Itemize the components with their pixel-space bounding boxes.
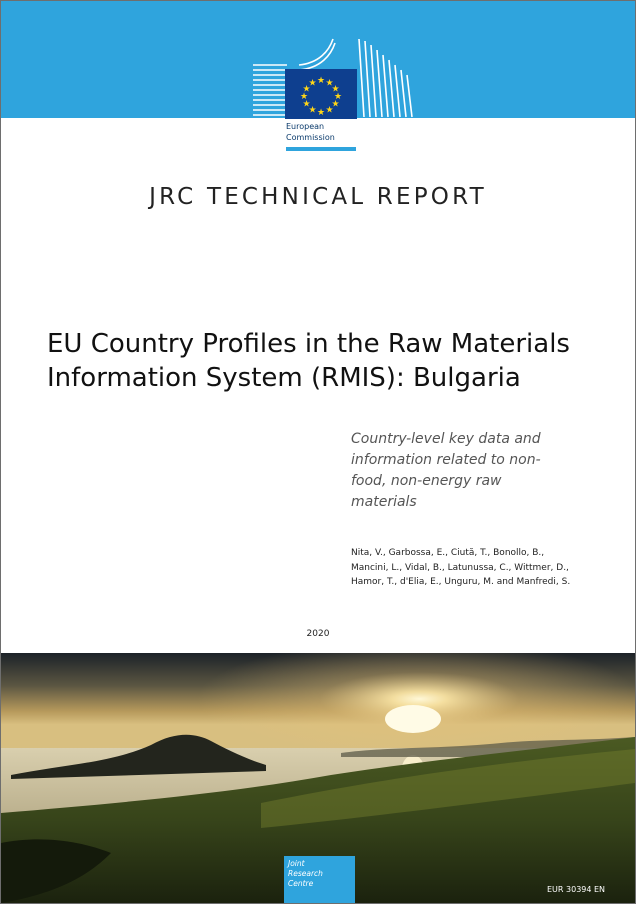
- svg-text:★: ★: [302, 99, 311, 110]
- svg-text:★: ★: [316, 108, 326, 118]
- organisation-name-line2: Commission: [286, 133, 335, 142]
- subtitle-line: Country-level key data and: [351, 431, 541, 447]
- report-title-line2: Information System (RMIS): Bulgaria: [47, 363, 521, 393]
- svg-text:★: ★: [331, 84, 340, 95]
- svg-text:★: ★: [302, 84, 311, 95]
- svg-text:★: ★: [333, 92, 343, 102]
- publication-year: 2020: [306, 629, 330, 639]
- organisation-underline: [286, 147, 356, 151]
- svg-text:★: ★: [308, 105, 317, 116]
- svg-text:★: ★: [308, 78, 317, 89]
- author-line: Nita, V., Garbossa, E., Ciută, T., Bonollo, B.,: [351, 548, 545, 558]
- building-lines-right: [359, 39, 412, 117]
- eur-report-number: EUR 30394 EN: [547, 885, 606, 894]
- subtitle-line: information related to non-: [351, 452, 541, 468]
- author-list: [351, 546, 591, 590]
- svg-text:★: ★: [325, 78, 334, 89]
- svg-text:★: ★: [325, 105, 334, 116]
- report-subtitle: [351, 429, 561, 513]
- organisation-name-line1: European: [286, 122, 325, 131]
- author-line: Hamor, T., d'Elia, E., Unguru, M. and Manfredi, S.: [351, 577, 571, 587]
- report-type: JRC TECHNICAL REPORT: [149, 184, 487, 210]
- organisation-name: [286, 121, 356, 143]
- svg-text:★: ★: [316, 76, 326, 86]
- report-title-line1: EU Country Profiles in the Raw Materials: [47, 329, 570, 359]
- jrc-badge: [284, 856, 355, 903]
- subtitle-line: food, non-energy raw: [351, 473, 502, 489]
- svg-text:★: ★: [299, 92, 309, 102]
- jrc-badge-line1: Joint: [288, 859, 305, 868]
- jrc-badge-line3: Centre: [288, 879, 314, 888]
- jrc-badge-line2: Research: [288, 869, 323, 878]
- sun: [385, 705, 441, 733]
- subtitle-line: materials: [351, 494, 417, 510]
- author-line: Mancini, L., Vidal, B., Latunussa, C., Wittmer, D.,: [351, 562, 569, 573]
- report-title: [47, 327, 607, 395]
- svg-text:★: ★: [331, 99, 340, 110]
- european-commission-logo: [249, 37, 419, 119]
